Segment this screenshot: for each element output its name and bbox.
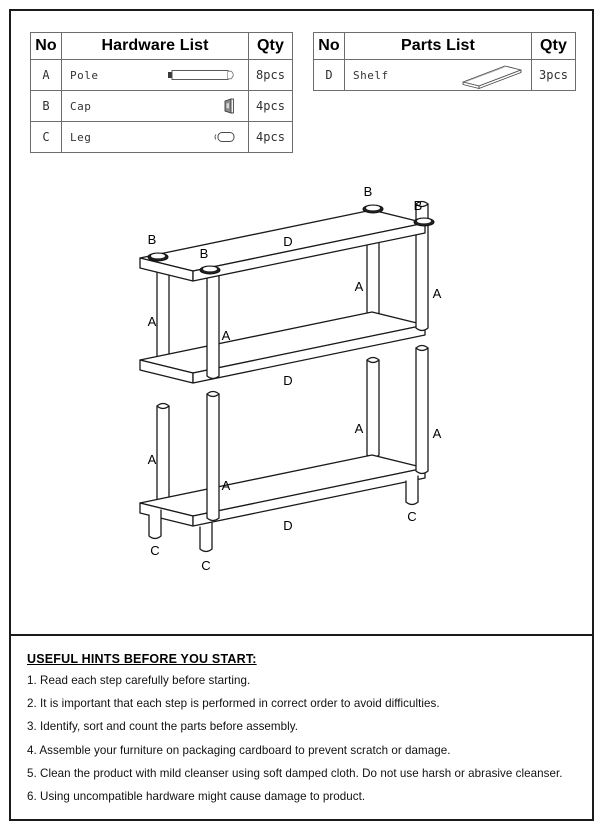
pole-lower-front xyxy=(207,392,219,521)
pole-icon xyxy=(162,67,242,83)
shelf-assembly-diagram xyxy=(100,178,500,608)
callout-pole-upper-front: A xyxy=(221,328,231,343)
parts-header-name: Parts List xyxy=(345,33,532,60)
hardware-row-0-desc xyxy=(62,60,249,91)
hardware-row-1-qty: 4pcs xyxy=(249,91,293,122)
hardware-row-0-no: A xyxy=(31,60,62,91)
callout-cap-top-back-right: B xyxy=(363,184,373,199)
hardware-row-0-qty: 8pcs xyxy=(249,60,293,91)
hardware-row-0-name: Pole xyxy=(70,68,99,82)
callout-shelf-bottom: D xyxy=(283,518,293,533)
hardware-header-name: Hardware List xyxy=(62,33,249,60)
leg-right xyxy=(406,476,418,505)
callout-leg-back-left: C xyxy=(150,543,160,558)
callout-pole-upper-left: A xyxy=(147,314,157,329)
callout-shelf-middle: D xyxy=(283,373,293,388)
shelf-bottom-panel xyxy=(140,455,425,526)
parts-list-table xyxy=(313,32,576,91)
hint-item-6: 6. Using uncompatible hardware might cause damage to product. xyxy=(27,789,366,803)
callout-cap-top-front-left: B xyxy=(199,246,209,261)
hint-item-3: 3. Identify, sort and count the parts before assembly. xyxy=(27,720,299,734)
hardware-row-1-name: Cap xyxy=(70,99,92,113)
leg-front-left xyxy=(200,523,212,552)
parts-header-no: No xyxy=(314,33,345,60)
hardware-header-no: No xyxy=(31,33,62,60)
parts-row-0-qty: 3pcs xyxy=(532,60,576,91)
hardware-row-1-no: B xyxy=(31,91,62,122)
hardware-row-2-qty: 4pcs xyxy=(249,122,293,153)
hardware-list-table xyxy=(30,32,293,153)
shelf-diagram-svg xyxy=(100,178,500,608)
parts-row-0-name: Shelf xyxy=(353,68,389,82)
hardware-row-2-name: Leg xyxy=(70,130,92,144)
leg-icon xyxy=(210,128,242,146)
hardware-header-qty: Qty xyxy=(249,33,293,60)
callout-pole-upper-mid: A xyxy=(354,279,364,294)
shelf-panel-icon xyxy=(433,61,525,89)
hint-item-5: 5. Clean the product with mild cleanser using soft damped cloth. Do not use harsh or abrasive cleanser. xyxy=(27,766,563,780)
parts-row-0-no: D xyxy=(314,60,345,91)
table-row xyxy=(31,122,293,153)
hardware-row-2-desc xyxy=(62,122,249,153)
hardware-row-2-no: C xyxy=(31,122,62,153)
callout-cap-top-back-left: B xyxy=(147,232,157,247)
table-header-row xyxy=(31,33,293,60)
cap-icon xyxy=(216,96,242,116)
table-row xyxy=(31,91,293,122)
callout-pole-lower-mid: A xyxy=(354,421,364,436)
pole-lower-mid-rear xyxy=(367,358,379,458)
hardware-row-1-desc xyxy=(62,91,249,122)
callout-pole-lower-front: A xyxy=(221,478,231,493)
section-divider xyxy=(11,634,592,636)
table-row xyxy=(31,60,293,91)
callout-leg-front-left: C xyxy=(201,558,211,573)
callout-pole-lower-right: A xyxy=(432,426,442,441)
hint-item-4: 4. Assemble your furniture on packaging cardboard to prevent scratch or damage. xyxy=(27,743,451,757)
table-header-row xyxy=(314,33,576,60)
callout-leg-right: C xyxy=(407,509,417,524)
pole-lower-right xyxy=(416,346,428,474)
hints-title: USEFUL HINTS BEFORE YOU START: xyxy=(27,652,257,666)
callout-shelf-top: D xyxy=(283,234,293,249)
leg-back-left xyxy=(149,510,161,539)
table-row xyxy=(314,60,576,91)
parts-header-qty: Qty xyxy=(532,33,576,60)
hint-item-1: 1. Read each step carefully before starting. xyxy=(27,674,251,687)
parts-row-0-desc xyxy=(345,60,532,91)
callout-pole-upper-right: A xyxy=(432,286,442,301)
hint-item-2: 2. It is important that each step is performed in correct order to avoid difficulties. xyxy=(27,697,440,711)
pole-lower-left-rear xyxy=(157,404,169,506)
callout-cap-top-front-right: B xyxy=(413,198,423,213)
callout-pole-lower-left: A xyxy=(147,452,157,467)
useful-hints-section xyxy=(27,652,572,814)
